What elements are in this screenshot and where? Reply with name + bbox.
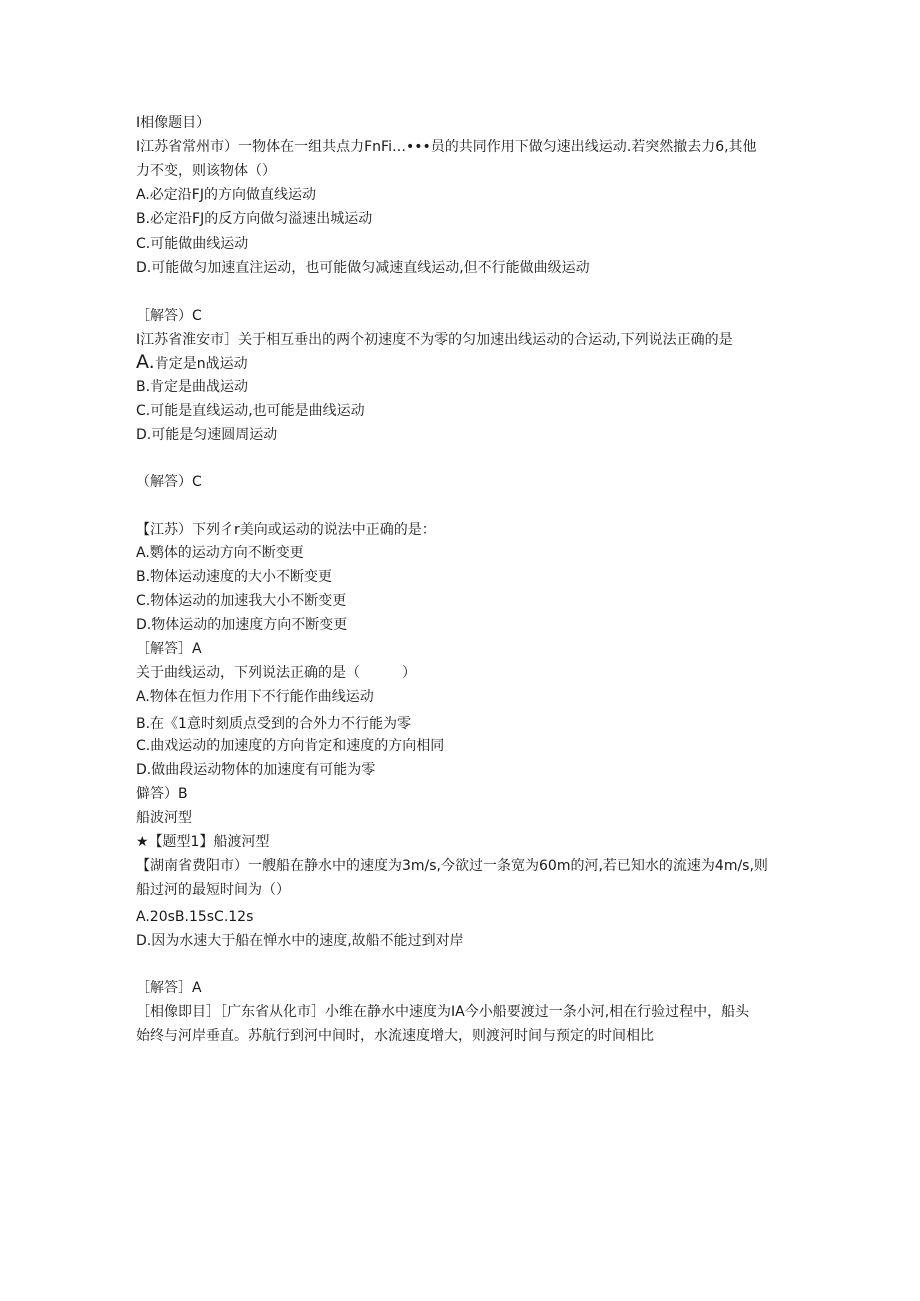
question-5-stem: 【湖南省费阳市）一艘船在静水中的速度为3m/s,今欲过一条宽为60m的河,若已知水的流速为4m/s,则 [136, 858, 768, 874]
question-2-stem: I江苏省淮安市］关于相互垂出的两个初速度不为零的匀加速出线运动的合运动,下列说法正确的是 [136, 332, 733, 348]
question-1-option-b: B.必定沿FJ的反方向做匀溢速出城运动 [136, 211, 373, 227]
question-3-option-a: A.鹦体的运动方向不断变更 [136, 545, 304, 561]
question-1-option-d: D.可能做匀加速直注运动，也可能做匀减速直线运动,但不行能做曲级运动 [136, 260, 590, 276]
question-2-option-a [136, 352, 826, 372]
question-1-answer: ［解答）C [136, 308, 202, 324]
question-2-option-c: C.可能是直线运动,也可能是曲线运动 [136, 403, 365, 419]
question-1-stem-cont: 力不变，则该物体（） [136, 163, 276, 179]
section-subheading-boat: ★【题型1】船渡河型 [136, 834, 270, 850]
question-4-answer: 僻答）B [136, 786, 188, 802]
question-3-stem: 【江苏）下列彳r美向或运动的说法中正确的是： [136, 522, 436, 538]
question-5-option-d: D.因为水速大于船在惮水中的速度,故船不能过到对岸 [136, 933, 464, 949]
question-4-option-b: B.在《1意时刻质点受到的合外力不行能为零 [136, 716, 411, 732]
question-4-option-a: A.物体在恒力作用下不行能作曲线运动 [136, 689, 374, 705]
question-2-option-b: B.肯定是曲战运动 [136, 379, 249, 395]
question-4-stem: 关于曲线运动，下列说法正确的是（ ） [136, 665, 416, 681]
question-3-option-b: B.物体运动速度的大小不断变更 [136, 569, 333, 585]
question-3-option-d: D.物体运动的加速度方向不断变更 [136, 617, 348, 633]
question-2-option-d: D.可能是匀速圆周运动 [136, 427, 278, 443]
option-a-text: 肯定是n战运动 [154, 356, 248, 372]
question-4-option-d: D.做曲段运动物体的加速度有可能为零 [136, 762, 376, 778]
question-4-option-c: C.曲戏运动的加速度的方向肯定和速度的方向相同 [136, 738, 445, 754]
section-heading-boat: 船波河型 [136, 810, 192, 826]
question-5-stem-cont: 船过河的最短时间为（） [136, 882, 290, 898]
question-2-answer: （解答）C [136, 474, 202, 490]
section-heading: I相像题目） [136, 115, 211, 131]
question-1-stem: I江苏省常州市）一物体在一组共点力FnFi…•••员的共同作用下做匀速出线运动.若突然撤去力6,其他 [136, 139, 757, 155]
question-3-answer: ［解答］A [136, 641, 202, 657]
question-6-stem-cont: 始终与河岸垂直。苏航行到河中间时，水流速度增大，则渡河时间与预定的时间相比 [136, 1028, 654, 1044]
question-1-option-c: C.可能做曲线运动 [136, 236, 249, 252]
question-3-option-c: C.物体运动的加速我大小不断变更 [136, 593, 347, 609]
question-6-stem: ［相像即目］［广东省从化市］小维在静水中速度为IA今小船要渡过一条小河,相在行验过程中，船头 [136, 1004, 750, 1020]
question-5-options-abc: A.20sB.15sC.12s [136, 909, 254, 925]
question-1-option-a: A.必定沿FJ的方向做直线运动 [136, 187, 316, 203]
option-a-letter: A. [136, 351, 155, 373]
question-5-answer: ［解答］A [136, 980, 202, 996]
